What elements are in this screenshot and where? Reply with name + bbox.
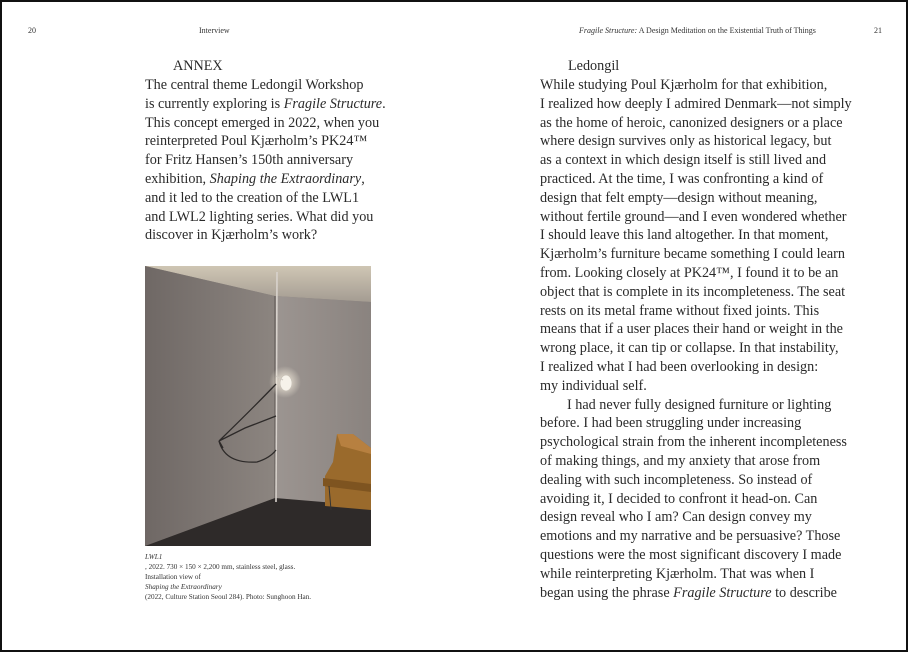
text-line — [145, 189, 386, 208]
text-run: discover in Kjærholm’s work? — [145, 227, 318, 244]
text-run: means that if a user places their hand or weight in the — [540, 321, 843, 338]
left-running-head: Interview — [199, 26, 230, 35]
text-run: I should leave this land altogether. In that moment, — [540, 227, 829, 244]
right-running-head — [579, 26, 816, 35]
text-line — [540, 396, 852, 415]
text-line — [540, 151, 852, 170]
text-line — [540, 527, 852, 546]
text-run: began using the phrase — [540, 584, 674, 601]
text-line — [540, 433, 852, 452]
italic-text: Shaping the Extraordinary — [145, 583, 222, 591]
text-line — [540, 208, 852, 227]
text-run: while reinterpreting Kjærholm. That was when I — [540, 565, 815, 582]
text-run: psychological strain from the inherent incompleteness — [540, 434, 847, 451]
italic-text: Fragile Structure — [283, 95, 383, 112]
text-run: I had never fully designed furniture or lighting — [567, 396, 832, 413]
text-run: reinterpreted Poul Kjærholm’s PK24™ — [145, 133, 368, 150]
text-run: I realized how deeply I admired Denmark—not simply — [540, 95, 852, 112]
text-line — [540, 377, 852, 396]
text-run: and it led to the creation of the LWL1 — [145, 189, 360, 206]
text-run: rests on its metal frame without fixed joints. This — [540, 302, 820, 319]
text-line — [540, 95, 852, 114]
text-line — [145, 208, 386, 227]
text-line — [145, 114, 386, 133]
text-line — [540, 452, 852, 471]
text-line — [540, 76, 852, 95]
text-run: before. I had been struggling under increasing — [540, 415, 802, 432]
text-run: design reveal who I am? Can design convey my — [540, 509, 812, 526]
text-line — [540, 490, 852, 509]
text-run: While studying Poul Kjærholm for that exhibition, — [540, 77, 828, 93]
text-line — [540, 302, 852, 321]
text-line — [540, 565, 852, 584]
italic-text: Fragile Structure: — [579, 26, 638, 35]
text-run: is currently exploring is — [145, 95, 284, 112]
text-run: as a context in which design itself is still lived and — [540, 152, 827, 169]
text-run: Installation view of — [145, 573, 201, 581]
text-line — [540, 358, 852, 377]
text-run: exhibition, — [145, 170, 210, 187]
italic-text: Shaping the Extraordinary — [209, 170, 362, 187]
text-run: of making things, and my anxiety that arose from — [540, 452, 821, 469]
photo-caption — [145, 552, 311, 602]
text-line — [145, 592, 311, 602]
text-line — [540, 546, 852, 565]
text-run: dealing with such incompleteness. So instead of — [540, 471, 813, 488]
text-line — [540, 189, 852, 208]
text-run: , 2022. 730 × 150 × 2,200 mm, stainless steel, glass. — [145, 563, 296, 571]
text-line — [145, 552, 311, 572]
interview-answer — [540, 76, 852, 602]
text-line — [540, 471, 852, 490]
speaker-label: Ledongil — [568, 58, 620, 74]
text-line — [540, 414, 852, 433]
text-run: questions were the most significant discovery I made — [540, 546, 842, 563]
text-line — [145, 76, 386, 95]
text-run: for Fritz Hansen’s 150th anniversary — [145, 152, 354, 169]
text-line — [540, 245, 852, 264]
text-run: . — [382, 95, 386, 112]
installation-photo — [145, 266, 371, 546]
italic-text: LWL1 — [145, 553, 163, 561]
text-run: without fertile ground—and I even wondered whether — [540, 208, 847, 225]
text-line — [540, 508, 852, 527]
text-line — [145, 170, 386, 189]
text-run: my individual self. — [540, 377, 647, 394]
text-run: to describe — [771, 584, 837, 601]
left-page-number: 20 — [28, 26, 36, 35]
text-run: This concept emerged in 2022, when you — [145, 114, 380, 131]
text-line — [145, 226, 386, 245]
text-line — [145, 572, 311, 592]
text-line — [540, 320, 852, 339]
text-line — [540, 584, 852, 603]
text-run: The central theme Ledongil Workshop — [145, 77, 364, 93]
interview-question — [145, 76, 386, 245]
italic-text: Fragile Structure — [673, 584, 772, 601]
text-line — [145, 151, 386, 170]
text-run: object that is complete in its incompleteness. The seat — [540, 283, 846, 300]
text-run: (2022, Culture Station Seoul 284). Photo: Sunghoon Han. — [145, 593, 312, 601]
lamp-installation-image — [145, 266, 371, 546]
text-run: , — [361, 170, 365, 187]
text-run: avoiding it, I decided to confront it head-on. Can — [540, 490, 818, 507]
text-run: design that felt empty—design without meaning, — [540, 189, 818, 206]
text-line — [540, 264, 852, 283]
right-page-number: 21 — [874, 26, 882, 35]
section-label: ANNEX — [173, 58, 223, 74]
text-run: as the home of heroic, canonized designers or a place — [540, 114, 843, 131]
text-run: and LWL2 lighting series. What did you — [145, 208, 374, 225]
text-run: from. Looking closely at PK24™, I found it to be an — [540, 264, 839, 281]
text-run: emotions and my narrative and be persuasive? Those — [540, 528, 841, 545]
text-line — [145, 132, 386, 151]
text-run: A Design Meditation on the Existential Truth of Things — [637, 26, 816, 35]
text-line — [540, 170, 852, 189]
text-line — [540, 132, 852, 151]
text-run: practiced. At the time, I was confronting a kind of — [540, 170, 824, 187]
text-line — [540, 283, 852, 302]
text-line — [540, 339, 852, 358]
text-run: Kjærholm’s furniture became something I could learn — [540, 246, 845, 263]
text-line — [540, 226, 852, 245]
text-run: I realized what I had been overlooking in design: — [540, 358, 819, 375]
text-line — [540, 114, 852, 133]
text-run: where design survives only as historical legacy, but — [540, 133, 832, 150]
text-line — [145, 95, 386, 114]
text-run: wrong place, it can tip or collapse. In that instability, — [540, 340, 839, 357]
